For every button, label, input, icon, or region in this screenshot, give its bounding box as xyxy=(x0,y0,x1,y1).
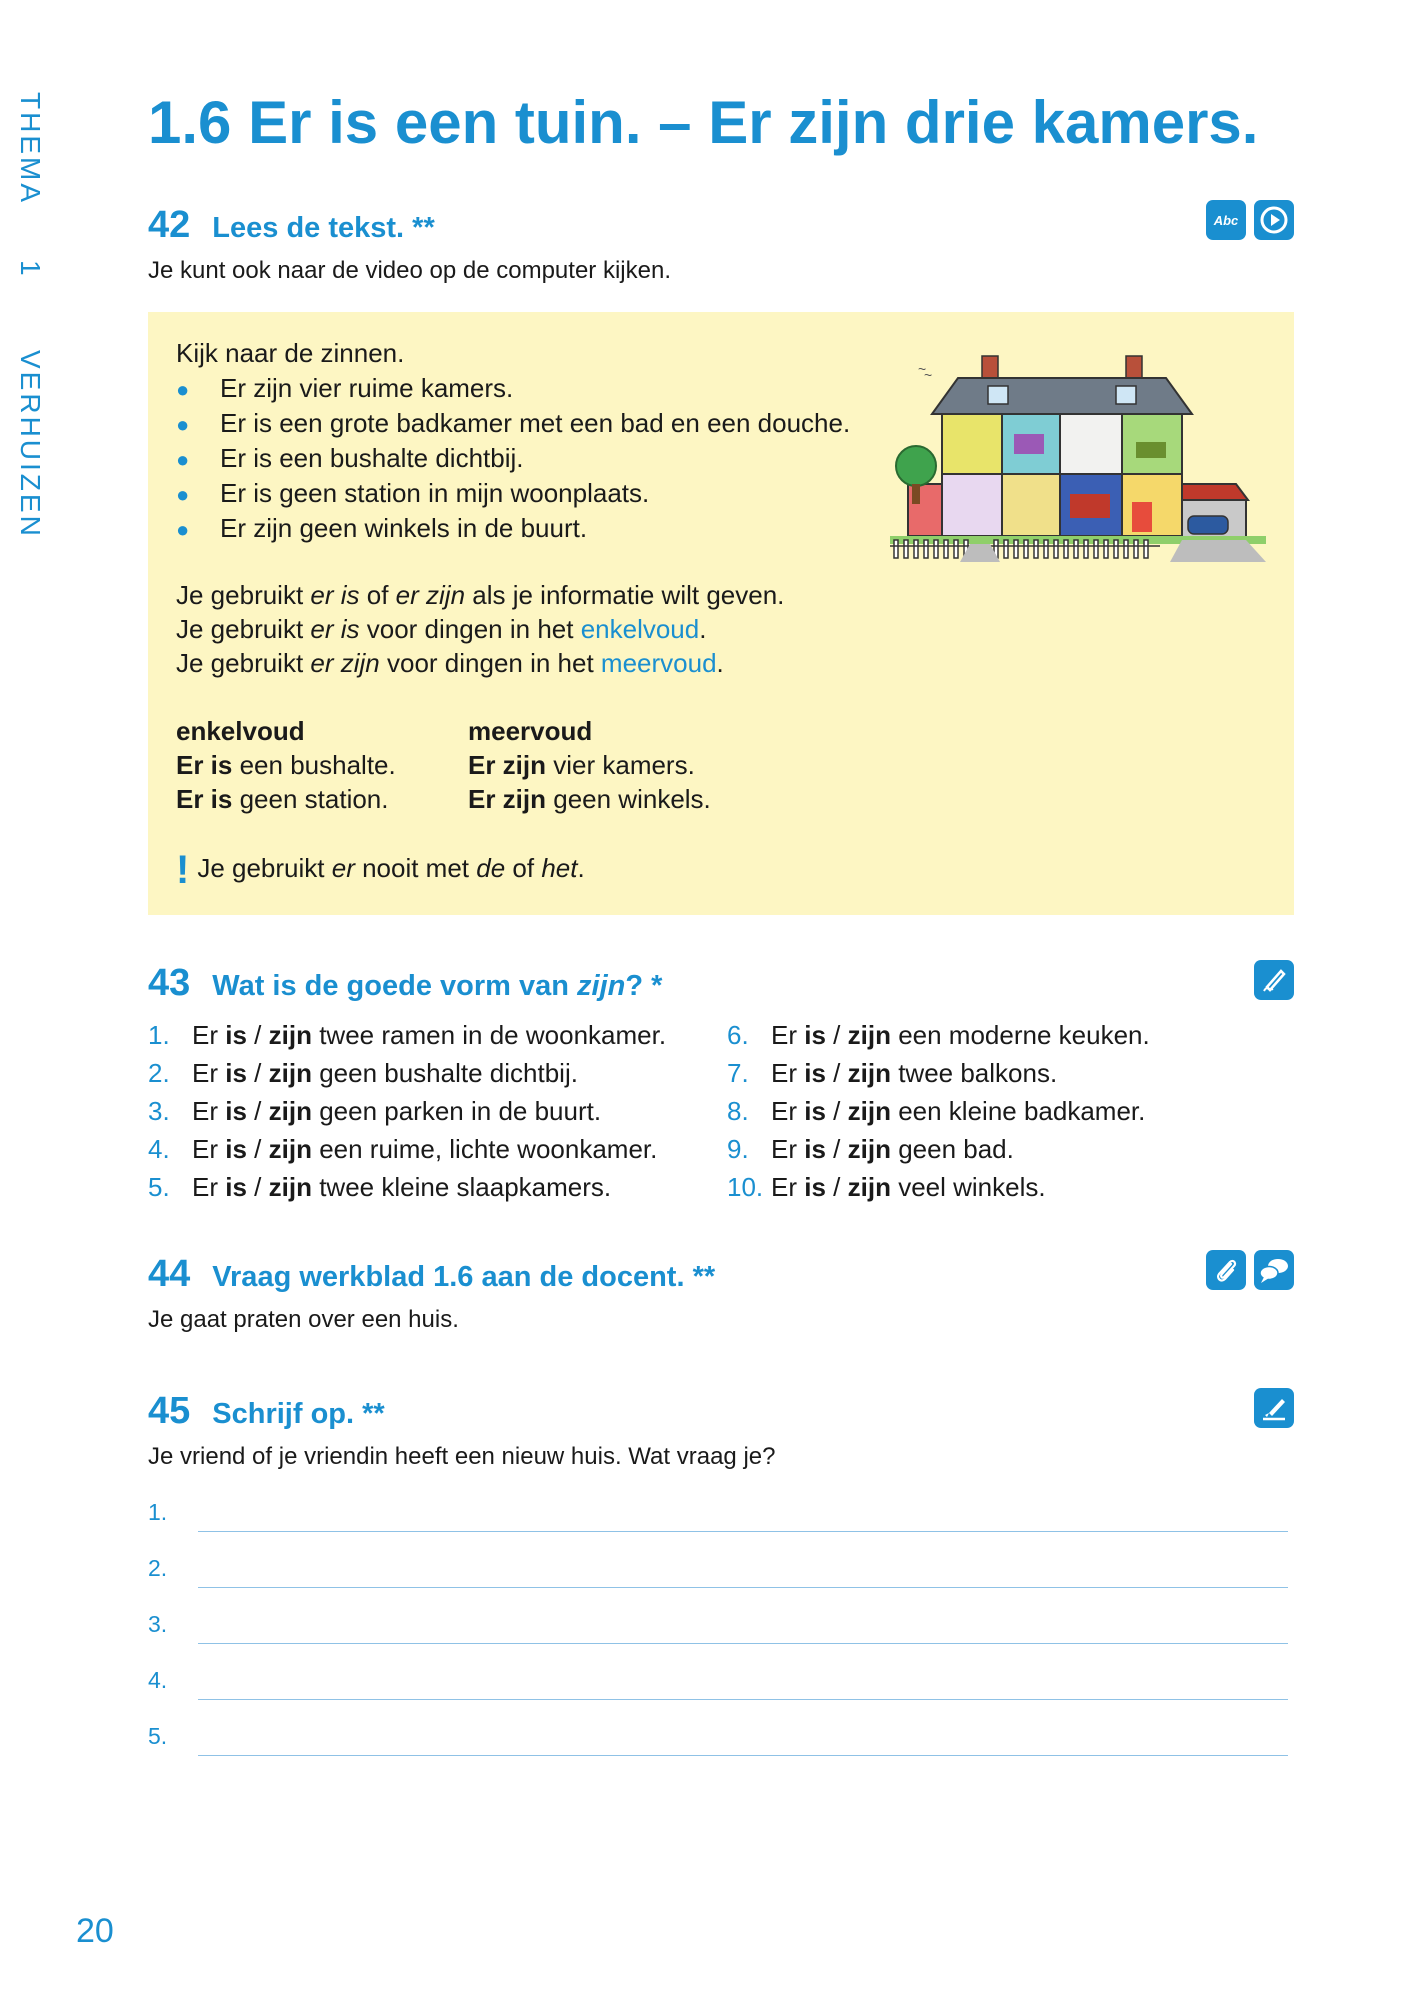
meervoud-example: Er zijn vier kamers. xyxy=(468,750,695,780)
bullet-item: ● Er zijn vier ruime kamers. xyxy=(176,373,514,403)
rule-line-1: Je gebruikt er is of er zijn als je informatie wilt geven. xyxy=(176,580,785,610)
house-illustration xyxy=(890,334,1266,562)
exercise-subtitle: Je gaat praten over een huis. xyxy=(148,1306,459,1333)
option-is[interactable]: is xyxy=(225,1058,247,1088)
exercise-number: 42 xyxy=(148,204,191,246)
exercise-title: Schrijf op. ** xyxy=(212,1398,385,1430)
answer-line[interactable]: 1. xyxy=(148,1492,1288,1532)
enkelvoud-header: enkelvoud xyxy=(176,716,305,746)
bullet-item: ● Er zijn geen winkels in de buurt. xyxy=(176,513,588,543)
exercise-45-icons xyxy=(1254,1388,1294,1428)
speech-bubbles-icon[interactable] xyxy=(1254,1250,1294,1290)
pencil-icon[interactable] xyxy=(1254,960,1294,1000)
page-number: 20 xyxy=(76,1912,114,1950)
option-zijn[interactable]: zijn xyxy=(268,1172,312,1202)
exercise-subtitle: Je kunt ook naar de video op de computer kijken. xyxy=(148,257,671,284)
exercise-44-header xyxy=(148,1253,715,1296)
question-item: 8. Er is / zijn een kleine badkamer. xyxy=(727,1096,1146,1126)
answer-line[interactable]: 5. xyxy=(148,1716,1288,1756)
exercise-number: 45 xyxy=(148,1390,191,1432)
question-item: 2. Er is / zijn geen bushalte dichtbij. xyxy=(148,1058,578,1088)
option-is[interactable]: is xyxy=(804,1096,826,1126)
option-zijn[interactable]: zijn xyxy=(268,1134,312,1164)
grammar-note: ! Je gebruikt er nooit met de of het. xyxy=(176,848,585,892)
play-icon[interactable] xyxy=(1254,200,1294,240)
exercise-number: 43 xyxy=(148,962,191,1004)
rule-line-3: Je gebruikt er zijn voor dingen in het meervoud. xyxy=(176,648,724,678)
question-item: 4. Er is / zijn een ruime, lichte woonkamer. xyxy=(148,1134,658,1164)
answer-line[interactable]: 4. xyxy=(148,1660,1288,1700)
bullet-item: ● Er is een bushalte dichtbij. xyxy=(176,443,524,473)
side-tab-number: 1 xyxy=(15,260,46,279)
bullet-item: ● Er is een grote badkamer met een bad en een douche. xyxy=(176,408,851,438)
paperclip-icon[interactable] xyxy=(1206,1250,1246,1290)
answer-line[interactable]: 3. xyxy=(148,1604,1288,1644)
svg-text:~: ~ xyxy=(918,361,927,377)
exercise-title: Lees de tekst. ** xyxy=(212,212,435,244)
svg-text:Abc: Abc xyxy=(1213,213,1239,228)
rule-line-2: Je gebruikt er is voor dingen in het enkelvoud. xyxy=(176,614,707,644)
side-tab-theme: THEMA xyxy=(15,92,46,205)
option-is[interactable]: is xyxy=(804,1020,826,1050)
abc-icon[interactable] xyxy=(1206,200,1246,240)
exercise-44-icons xyxy=(1206,1250,1294,1290)
option-is[interactable]: is xyxy=(225,1134,247,1164)
question-item: 10. Er is / zijn veel winkels. xyxy=(727,1172,1046,1202)
exercise-42-header xyxy=(148,204,435,247)
option-zijn[interactable]: zijn xyxy=(847,1058,891,1088)
option-zijn[interactable]: zijn xyxy=(847,1096,891,1126)
option-is[interactable]: is xyxy=(804,1172,826,1202)
writing-icon[interactable] xyxy=(1254,1388,1294,1428)
option-zijn[interactable]: zijn xyxy=(847,1134,891,1164)
option-zijn[interactable]: zijn xyxy=(847,1172,891,1202)
question-item: 7. Er is / zijn twee balkons. xyxy=(727,1058,1058,1088)
option-is[interactable]: is xyxy=(225,1020,247,1050)
option-zijn[interactable]: zijn xyxy=(268,1058,312,1088)
option-is[interactable]: is xyxy=(225,1172,247,1202)
option-zijn[interactable]: zijn xyxy=(268,1020,312,1050)
enkelvoud-example: Er is geen station. xyxy=(176,784,389,814)
side-tab-title: VERHUIZEN xyxy=(15,350,46,539)
meervoud-example: Er zijn geen winkels. xyxy=(468,784,711,814)
exclamation-icon: ! xyxy=(176,848,190,892)
exercise-title: Vraag werkblad 1.6 aan de docent. ** xyxy=(212,1261,716,1293)
exercise-title: Wat is de goede vorm van zijn? * xyxy=(212,970,663,1002)
grammar-box xyxy=(148,312,1294,915)
exercise-number: 44 xyxy=(148,1253,191,1295)
option-zijn[interactable]: zijn xyxy=(847,1020,891,1050)
side-tab xyxy=(14,92,54,562)
option-is[interactable]: is xyxy=(804,1058,826,1088)
question-item: 9. Er is / zijn geen bad. xyxy=(727,1134,1014,1164)
question-item: 5. Er is / zijn twee kleine slaapkamers. xyxy=(148,1172,612,1202)
answer-line[interactable]: 2. xyxy=(148,1548,1288,1588)
option-is[interactable]: is xyxy=(804,1134,826,1164)
svg-text:~: ~ xyxy=(924,367,933,383)
question-item: 1. Er is / zijn twee ramen in de woonkamer. xyxy=(148,1020,667,1050)
meervoud-header: meervoud xyxy=(468,716,593,746)
question-item: 3. Er is / zijn geen parken in de buurt. xyxy=(148,1096,602,1126)
option-is[interactable]: is xyxy=(225,1096,247,1126)
exercise-42-icons xyxy=(1206,200,1294,240)
option-zijn[interactable]: zijn xyxy=(268,1096,312,1126)
bullet-item: ● Er is geen station in mijn woonplaats. xyxy=(176,478,650,508)
page-title: 1.6 Er is een tuin. – Er zijn drie kamers. xyxy=(148,89,1259,156)
enkelvoud-example: Er is een bushalte. xyxy=(176,750,396,780)
box-intro: Kijk naar de zinnen. xyxy=(176,338,405,368)
exercise-45-header xyxy=(148,1390,385,1433)
question-item: 6. Er is / zijn een moderne keuken. xyxy=(727,1020,1150,1050)
exercise-subtitle: Je vriend of je vriendin heeft een nieuw huis. Wat vraag je? xyxy=(148,1443,776,1470)
exercise-43-icons xyxy=(1254,960,1294,1000)
exercise-43-header xyxy=(148,962,662,1005)
